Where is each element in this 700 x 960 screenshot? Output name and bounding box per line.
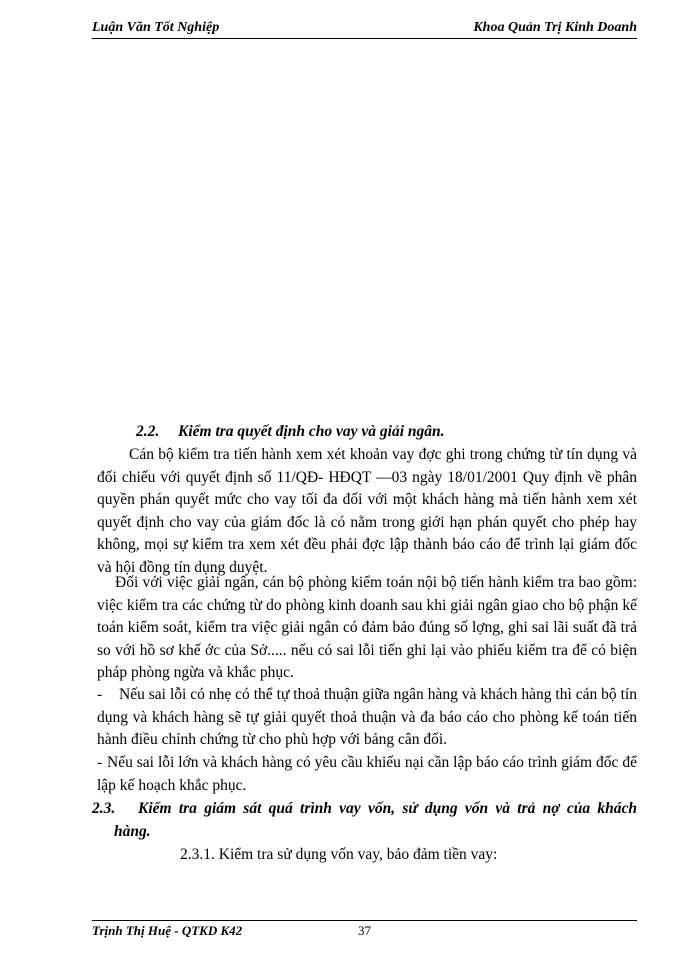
page-header	[92, 20, 637, 39]
section-2-3-number: 2.3.	[92, 800, 116, 817]
page-footer	[92, 920, 637, 939]
bullet-item-minor-error	[97, 684, 637, 752]
paragraph-decision-check: Cán bộ kiểm tra tiến hành xem xét khoản vay đợc ghi trong chứng từ tín dụng và đối chiếu với quyết định số 11/QĐ- HĐQT —03 ngày 18/01/2001 Quy định về phân quyền phán quyết mức cho vay tối đa đối với một khách hàng mà tiến hành xem xét quyết định cho vay của giám đốc là có nằm trong giới hạn phán quyết cho phép hay không, mọi sự kiểm tra xem xét đều phải đợc lập thành báo cáo để trình lại giám đốc và hội đồng tín dụng duyệt.	[97, 446, 637, 576]
page-number: 37	[358, 923, 371, 938]
paragraph-disbursement-check: Đối với việc giải ngân, cán bộ phòng kiểm toán nội bộ tiến hành kiểm tra bao gồm: việc kiểm tra các chứng từ do phòng kinh doanh sau khi giải ngân giao cho bộ phận kế toán kiểm soát, kiểm tra việc giải ngân có đảm bảo đúng số lợng, ghi sai lãi suất đã trả so với hồ sơ khế ớc của Sở..... nếu có sai lỗi tiến ghi lại vào phiếu kiểm tra để có biện pháp phòng ngừa và khắc phục.	[97, 574, 637, 682]
header-right-text: Khoa Quản Trị Kinh Doanh	[473, 20, 637, 35]
bullet-text: Nếu sai lỗi lớn và khách hàng có yêu cầu khiếu nại cần lập báo cáo trình giám đốc để lập kế hoạch khắc phục.	[97, 754, 637, 794]
bullet-marker: -	[97, 754, 103, 771]
section-2-3-title-line2: hàng.	[114, 822, 151, 840]
bullet-marker: -	[97, 686, 103, 703]
section-2-2-number: 2.2.	[136, 423, 160, 440]
section-2-2-heading	[136, 423, 445, 441]
header-left-text: Luận Văn Tốt Nghiệp	[92, 20, 220, 35]
bullet-item-major-error	[97, 752, 637, 797]
section-2-3-heading	[92, 798, 637, 843]
subsection-2-3-1-heading: 2.3.1. Kiểm tra sử dụng vốn vay, bảo đảm tiền vay:	[180, 846, 498, 863]
section-2-3-title-line1: Kiểm tra giám sát quá trình vay vốn, sử dụng vốn và trả nợ của khách	[138, 800, 637, 817]
section-2-2-title: Kiểm tra quyết định cho vay và giải ngân.	[178, 423, 445, 440]
footer-author: Trịnh Thị Huệ - QTKD K42	[92, 923, 243, 938]
bullet-text: Nếu sai lỗi có nhẹ có thể tự thoả thuận giữa ngân hàng và khách hàng thì cán bộ tín dụng và khách hàng sẽ tự giải quyết thoả thuận và đa báo cáo cho phòng kế toán tiến hành điều chỉnh chứng từ cho phù hợp với bảng cân đối.	[97, 686, 637, 749]
